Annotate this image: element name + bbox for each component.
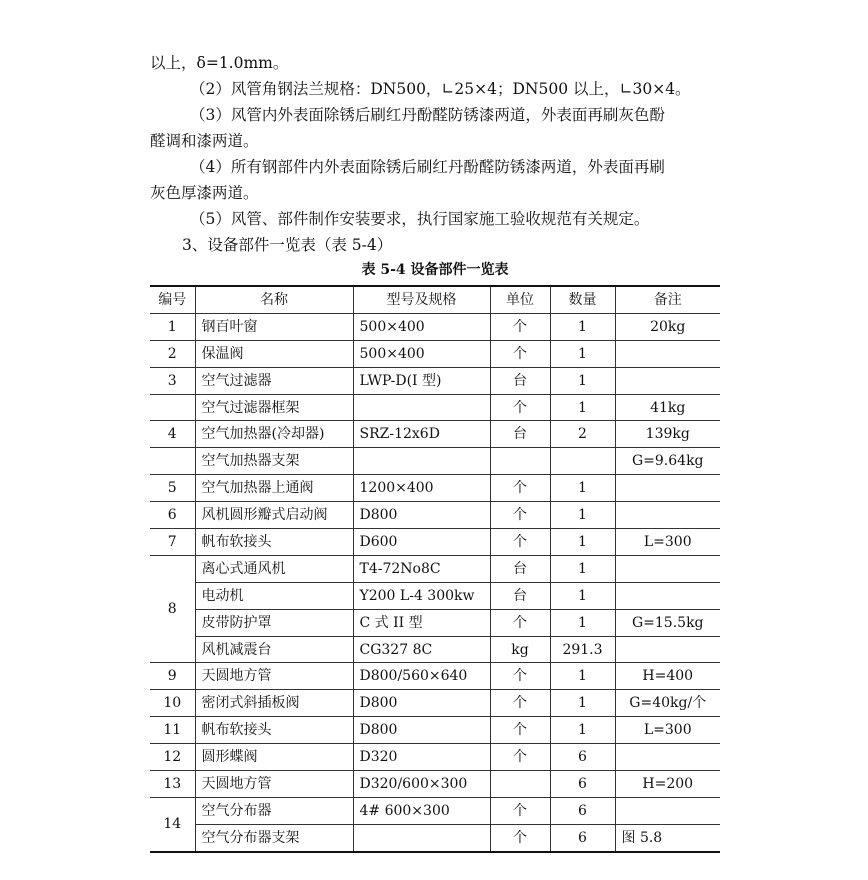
cell-qty: 1 — [550, 663, 615, 690]
cell-qty: 1 — [550, 502, 615, 529]
cell-qty: 291.3 — [550, 636, 615, 663]
cell-unit — [490, 771, 550, 798]
cell-unit: 个 — [490, 475, 550, 502]
cell-note: 20kg — [615, 313, 720, 340]
cell-note: H=200 — [615, 771, 720, 798]
cell-model: 500×400 — [353, 340, 490, 367]
cell-unit: 个 — [490, 502, 550, 529]
cell-name: 帆布软接头 — [195, 717, 353, 744]
cell-unit: 个 — [490, 690, 550, 717]
cell-no: 3 — [150, 367, 195, 394]
table-row — [150, 824, 720, 851]
table-row — [150, 421, 720, 448]
header-name: 名称 — [195, 286, 353, 313]
cell-qty: 6 — [550, 797, 615, 824]
cell-note: L=300 — [615, 529, 720, 556]
cell-unit: 个 — [490, 797, 550, 824]
cell-name: 空气过滤器框架 — [195, 394, 353, 421]
cell-no: 1 — [150, 313, 195, 340]
cell-model: CG327 8C — [353, 636, 490, 663]
cell-unit: kg — [490, 636, 550, 663]
cell-note: 41kg — [615, 394, 720, 421]
cell-qty: 2 — [550, 421, 615, 448]
table-row — [150, 717, 720, 744]
cell-model — [353, 824, 490, 851]
cell-note: 139kg — [615, 421, 720, 448]
cell-no: 7 — [150, 529, 195, 556]
cell-name: 空气加热器上通阀 — [195, 475, 353, 502]
cell-qty — [550, 448, 615, 475]
cell-qty: 1 — [550, 582, 615, 609]
cell-model: C 式 II 型 — [353, 609, 490, 636]
cell-model: 4# 600×300 — [353, 797, 490, 824]
cell-model: LWP-D(I 型) — [353, 367, 490, 394]
cell-note: L=300 — [615, 717, 720, 744]
paragraph-item-3: （3）风管内外表面除锈后刷红丹酚醛防锈漆两道，外表面再刷灰色酚 — [190, 106, 665, 124]
cell-unit — [490, 448, 550, 475]
cell-no: 9 — [150, 663, 195, 690]
cell-unit: 个 — [490, 340, 550, 367]
table-header-row — [150, 286, 720, 313]
cell-qty: 1 — [550, 367, 615, 394]
table-row — [150, 582, 720, 609]
cell-note — [615, 555, 720, 582]
paragraph-item-2: （2）风管角钢法兰规格：DN500，∟25×4；DN500 以上，∟30×4。 — [190, 80, 691, 98]
cell-qty: 1 — [550, 609, 615, 636]
cell-name: 天圆地方管 — [195, 771, 353, 798]
table-row — [150, 663, 720, 690]
cell-qty: 1 — [550, 690, 615, 717]
cell-note — [615, 636, 720, 663]
table-row — [150, 797, 720, 824]
cell-model: D600 — [353, 529, 490, 556]
cell-unit: 台 — [490, 367, 550, 394]
cell-model: D800/560×640 — [353, 663, 490, 690]
table-row — [150, 529, 720, 556]
table-caption: 表 5-4 设备部件一览表 — [361, 262, 509, 278]
cell-no: 6 — [150, 502, 195, 529]
cell-note — [615, 744, 720, 771]
cell-model: 1200×400 — [353, 475, 490, 502]
cell-name: 风机圆形瓣式启动阀 — [195, 502, 353, 529]
cell-note — [615, 797, 720, 824]
header-qty: 数量 — [550, 286, 615, 313]
cell-name: 离心式通风机 — [195, 555, 353, 582]
cell-model: D320/600×300 — [353, 771, 490, 798]
cell-note: G=15.5kg — [615, 609, 720, 636]
header-no: 编号 — [150, 286, 195, 313]
cell-note: G=40kg/个 — [615, 690, 720, 717]
cell-name: 空气过滤器 — [195, 367, 353, 394]
paragraph-line: 以上，δ=1.0mm。 — [150, 54, 289, 72]
cell-qty: 6 — [550, 744, 615, 771]
cell-no-merged: 14 — [150, 797, 195, 851]
cell-no: 5 — [150, 475, 195, 502]
cell-unit: 台 — [490, 582, 550, 609]
table-row — [150, 609, 720, 636]
cell-unit: 台 — [490, 555, 550, 582]
cell-unit: 个 — [490, 824, 550, 851]
header-model: 型号及规格 — [353, 286, 490, 313]
cell-no: 10 — [150, 690, 195, 717]
cell-name: 空气分布器支架 — [195, 824, 353, 851]
paragraph-item-4: （4）所有钢部件内外表面除锈后刷红丹酚醛防锈漆两道，外表面再刷 — [190, 158, 665, 176]
cell-model: Y200 L-4 300kw — [353, 582, 490, 609]
cell-name: 天圆地方管 — [195, 663, 353, 690]
cell-model: SRZ-12x6D — [353, 421, 490, 448]
table-row — [150, 340, 720, 367]
cell-qty: 1 — [550, 340, 615, 367]
cell-qty: 1 — [550, 529, 615, 556]
paragraph-item-5: （5）风管、部件制作安装要求，执行国家施工验收规范有关规定。 — [190, 210, 650, 228]
cell-note — [615, 340, 720, 367]
cell-note — [615, 582, 720, 609]
paragraph-item-3-cont: 醛调和漆两道。 — [150, 132, 259, 150]
table-row — [150, 313, 720, 340]
cell-note — [615, 502, 720, 529]
cell-no: 2 — [150, 340, 195, 367]
cell-note — [615, 367, 720, 394]
cell-qty: 6 — [550, 824, 615, 851]
cell-no: 11 — [150, 717, 195, 744]
paragraph-item-4-cont: 灰色厚漆两道。 — [150, 184, 259, 202]
cell-name: 帆布软接头 — [195, 529, 353, 556]
cell-no: 13 — [150, 771, 195, 798]
header-note: 备注 — [615, 286, 720, 313]
cell-note: H=400 — [615, 663, 720, 690]
cell-qty: 6 — [550, 771, 615, 798]
cell-unit: 个 — [490, 663, 550, 690]
cell-name: 圆形蝶阀 — [195, 744, 353, 771]
cell-no — [150, 448, 195, 475]
cell-unit: 个 — [490, 717, 550, 744]
cell-model: D800 — [353, 717, 490, 744]
cell-unit: 个 — [490, 609, 550, 636]
cell-name: 风机减震台 — [195, 636, 353, 663]
table-row — [150, 502, 720, 529]
cell-qty: 1 — [550, 313, 615, 340]
cell-unit: 台 — [490, 421, 550, 448]
cell-note: 图 5.8 — [615, 824, 720, 851]
cell-note: G=9.64kg — [615, 448, 720, 475]
table-row — [150, 448, 720, 475]
cell-no: 12 — [150, 744, 195, 771]
cell-unit: 个 — [490, 744, 550, 771]
cell-qty: 1 — [550, 394, 615, 421]
cell-name: 电动机 — [195, 582, 353, 609]
cell-unit: 个 — [490, 313, 550, 340]
cell-qty: 1 — [550, 475, 615, 502]
cell-note — [615, 475, 720, 502]
section-heading: 3、设备部件一览表（表 5-4） — [182, 236, 393, 254]
cell-unit: 个 — [490, 529, 550, 556]
cell-model: T4-72No8C — [353, 555, 490, 582]
cell-name: 空气加热器(冷却器) — [195, 421, 353, 448]
cell-unit: 个 — [490, 394, 550, 421]
table-row — [150, 475, 720, 502]
table-row — [150, 690, 720, 717]
cell-model: D320 — [353, 744, 490, 771]
table-row — [150, 771, 720, 798]
cell-model: D800 — [353, 502, 490, 529]
cell-name: 密闭式斜插板阀 — [195, 690, 353, 717]
table-row — [150, 744, 720, 771]
cell-no: 4 — [150, 421, 195, 448]
table-row — [150, 636, 720, 663]
cell-qty: 1 — [550, 717, 615, 744]
cell-no — [150, 394, 195, 421]
cell-name: 保温阀 — [195, 340, 353, 367]
table-row — [150, 394, 720, 421]
table-row — [150, 555, 720, 582]
cell-name: 皮带防护罩 — [195, 609, 353, 636]
cell-model — [353, 394, 490, 421]
cell-no-merged: 8 — [150, 555, 195, 663]
cell-name: 钢百叶窗 — [195, 313, 353, 340]
cell-name: 空气加热器支架 — [195, 448, 353, 475]
equipment-parts-table — [150, 285, 720, 853]
cell-qty: 1 — [550, 555, 615, 582]
table-row — [150, 367, 720, 394]
cell-model: D800 — [353, 690, 490, 717]
cell-name: 空气分布器 — [195, 797, 353, 824]
cell-model — [353, 448, 490, 475]
header-unit: 单位 — [490, 286, 550, 313]
cell-model: 500×400 — [353, 313, 490, 340]
